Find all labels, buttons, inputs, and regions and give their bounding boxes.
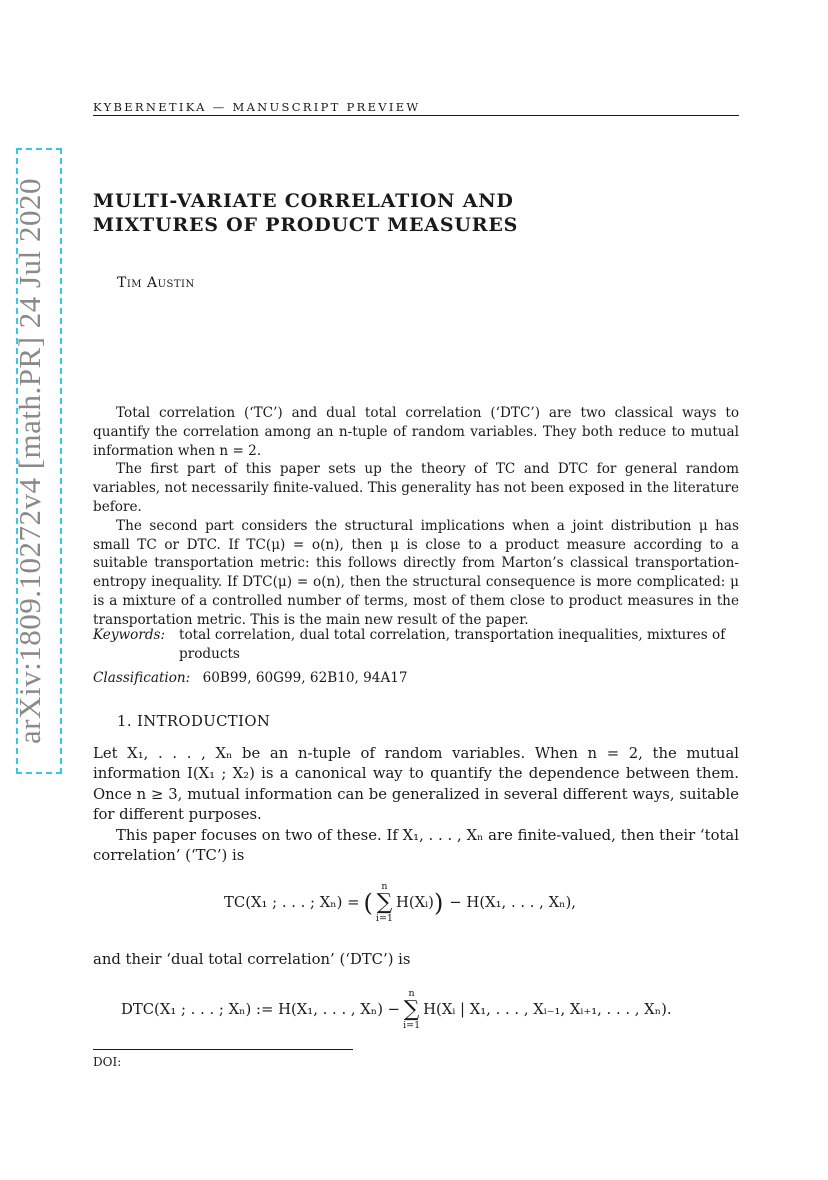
running-header: KYBERNETIKA — MANUSCRIPT PREVIEW bbox=[93, 100, 739, 116]
paper-author: Tim Austin bbox=[117, 275, 195, 291]
tc-equation: TC(X₁ ; . . . ; Xₙ) = ( n ∑ i=1 H(Xᵢ) ) − H(X₁, . . . , Xₙ), bbox=[224, 881, 577, 924]
intro-paragraph: and their ‘dual total correlation’ (‘DTC’) is bbox=[93, 951, 411, 968]
intro-paragraph: This paper focuses on two of these. If X₁, . . . , Xₙ are finite-valued, then their ‘total correlation’ (‘TC’) is bbox=[93, 826, 739, 865]
dtc-equation-lhs: DTC(X₁ ; . . . ; Xₙ) := H(X₁, . . . , Xₙ) − bbox=[121, 1001, 401, 1018]
footnote-rule bbox=[93, 1049, 353, 1050]
tc-equation-lhs: TC(X₁ ; . . . ; Xₙ) = bbox=[224, 894, 360, 911]
classification-text: 60B99, 60G99, 62B10, 94A17 bbox=[202, 670, 408, 686]
tc-equation-rhs: − H(X₁, . . . , Xₙ), bbox=[449, 894, 577, 911]
tc-summation: n ∑ i=1 bbox=[375, 881, 393, 924]
dtc-equation-rhs: H(Xᵢ | X₁, . . . , Xᵢ₋₁, Xᵢ₊₁, . . . , Xₙ). bbox=[423, 1001, 672, 1018]
footnote-doi: DOI: bbox=[93, 1055, 122, 1069]
sum-upper-limit: n bbox=[381, 881, 388, 892]
abstract-paragraph: The first part of this paper sets up the theory of TC and DTC for general random variables, not necessarily finite-valued. This generality has not been exposed in the literature before. bbox=[93, 461, 739, 515]
tc-summand: H(Xᵢ) bbox=[395, 894, 434, 911]
paper-title: MULTI-VARIATE CORRELATION AND MIXTURES OF PRODUCT MEASURES bbox=[93, 190, 519, 236]
arxiv-stamp-text: arXiv:1809.10272v4 [math.PR] 24 Jul 2020 bbox=[12, 178, 47, 744]
classification-block bbox=[93, 670, 408, 686]
sum-lower-limit: i=1 bbox=[375, 912, 393, 924]
section-heading: 1. INTRODUCTION bbox=[117, 713, 271, 730]
abstract-paragraph: The second part considers the structural implications when a joint distribution μ has small TC or DTC. If TC(μ) = o(n), then μ is close to a product measure according to a suitable transportation metric: this follows directly from Marton’s classical transportation-entropy inequality. If DTC(μ) = o(n), then the structural consequence is more complicated: μ is a mixture of a controlled number of terms, most of them close to product measures in the transportation metric. This is the main new result of the paper. bbox=[93, 517, 739, 628]
sum-lower-limit: i=1 bbox=[403, 1019, 421, 1031]
keywords-block bbox=[93, 626, 739, 664]
intro-text bbox=[93, 744, 739, 866]
intro-paragraph: Let X₁, . . . , Xₙ be an n-tuple of random variables. When n = 2, the mutual information I(X₁ ; X₂) is a canonical way to quantify the dependence between them. Once n ≥ 3, mutual information can be generalized in several different ways, suitable for different purposes. bbox=[93, 745, 739, 824]
abstract bbox=[93, 404, 739, 630]
sum-upper-limit: n bbox=[408, 988, 415, 999]
dtc-equation bbox=[121, 989, 672, 1030]
dtc-summation: n ∑ i=1 bbox=[403, 988, 421, 1031]
abstract-paragraph: Total correlation (‘TC’) and dual total correlation (‘DTC’) are two classical ways to quantify the correlation among an n-tuple of random variables. They both reduce to mutual information when n = 2. bbox=[93, 405, 739, 459]
keywords-text: total correlation, dual total correlation, transportation inequalities, mixtures of products bbox=[179, 627, 726, 662]
classification-label: Classification: bbox=[93, 670, 191, 686]
keywords-label: Keywords: bbox=[93, 627, 166, 643]
